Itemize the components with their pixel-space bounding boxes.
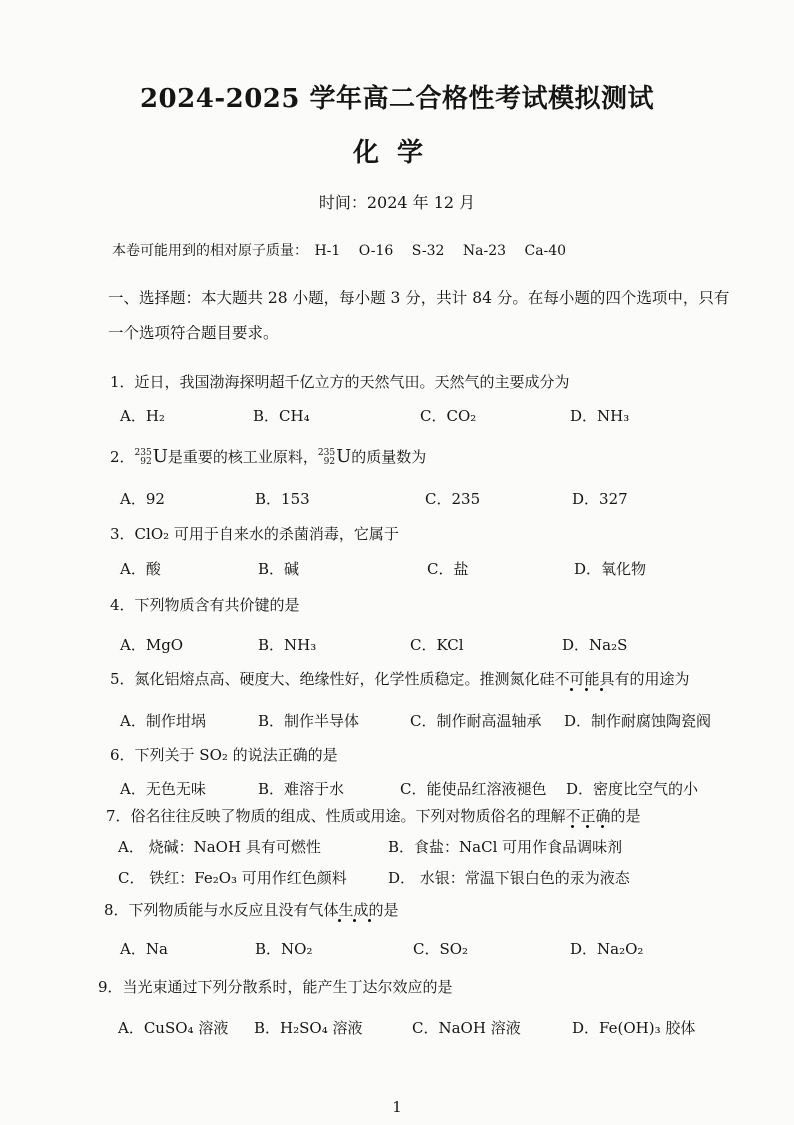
question-6-option-b: B．难溶于水 — [258, 780, 345, 798]
section-instruction-line2: 一个选项符合题目要求。 — [108, 324, 279, 342]
atomic-mass-item: S-32 — [411, 243, 445, 259]
emphasis-dot — [586, 825, 589, 828]
atomic-masses-label: 本卷可能用到的相对原子质量： — [112, 243, 308, 259]
atomic-mass-item: H-1 — [314, 243, 341, 259]
question-3-option-a: A．酸 — [120, 560, 161, 578]
question-9-stem: 9．当光束通过下列分散系时，能产生丁达尔效应的是 — [98, 978, 453, 996]
question-3-option-b: B．碱 — [258, 560, 300, 578]
emphasis-dot — [600, 688, 603, 691]
question-3-option-d: D．氧化物 — [574, 560, 647, 578]
question-6-option-a: A．无色无味 — [120, 780, 206, 798]
question-3-stem: 3．ClO₂ 可用于自来水的杀菌消毒，它属于 — [110, 525, 399, 543]
question-9-option-a: A．CuSO₄ 溶液 — [118, 1019, 229, 1037]
nuclide-symbol: U — [152, 446, 168, 467]
question-8-option-b: B．NO₂ — [255, 940, 313, 958]
question-4-option-d: D．Na₂S — [562, 636, 628, 654]
atomic-mass-item: Ca-40 — [524, 243, 567, 259]
exam-time: 时间：2024 年 12 月 — [318, 193, 476, 212]
mass-number: 235 — [317, 448, 336, 458]
question-8-stem: 8．下列物质能与水反应且没有气体生成的是 — [104, 901, 399, 919]
question-7-option-d: D． 水银：常温下银白色的汞为液态 — [388, 869, 630, 887]
question-4-stem: 4．下列物质含有共价键的是 — [110, 596, 300, 614]
question-2-stem — [110, 446, 426, 467]
question-2-number: 2． — [110, 448, 135, 466]
question-9-option-d: D．Fe(OH)₃ 胶体 — [572, 1019, 696, 1037]
emphasis-dot — [570, 688, 573, 691]
atomic-mass-item: O-16 — [358, 243, 394, 259]
question-4-option-a: A．MgO — [120, 636, 184, 654]
section-instruction-line1: 一、选择题：本大题共 28 小题，每小题 3 分，共计 84 分。在每小题的四个选项中，只有 — [108, 289, 730, 307]
question-8-option-a: A．Na — [120, 940, 168, 958]
subject-title: 化学 — [352, 138, 441, 168]
question-1-option-b: B．CH₄ — [253, 407, 310, 425]
question-9-option-c: C．NaOH 溶液 — [412, 1019, 521, 1037]
atomic-mass-item: Na-23 — [462, 243, 507, 259]
question-1-option-d: D．NH₃ — [570, 407, 630, 425]
question-2-option-b: B．153 — [255, 490, 310, 508]
question-5-option-d: D．制作耐腐蚀陶瓷阀 — [564, 712, 712, 730]
question-9-option-b: B．H₂SO₄ 溶液 — [254, 1019, 363, 1037]
question-5-option-b: B．制作半导体 — [258, 712, 360, 730]
emphasis-dot — [353, 919, 356, 922]
mass-number: 235 — [134, 448, 152, 458]
question-2-option-a: A．92 — [120, 490, 165, 508]
question-6-stem: 6．下列关于 SO₂ 的说法正确的是 — [110, 746, 338, 764]
atomic-masses — [112, 240, 580, 260]
question-7-option-a: A． 烧碱：NaOH 具有可燃性 — [118, 838, 321, 856]
question-5-option-c: C．制作耐高温轴承 — [410, 712, 542, 730]
emphasis-dot — [601, 825, 604, 828]
nuclide-numbers — [318, 449, 335, 467]
question-8-option-d: D．Na₂O₂ — [570, 940, 644, 958]
nuclide-symbol: U — [336, 446, 352, 467]
question-3-option-c: C．盐 — [427, 560, 469, 578]
question-8-option-c: C．SO₂ — [413, 940, 469, 958]
atomic-number: 92 — [323, 457, 336, 467]
question-2-option-c: C．235 — [425, 490, 481, 508]
atomic-number: 92 — [140, 457, 152, 467]
question-2-stem-end: 的质量数为 — [351, 448, 427, 466]
question-4-option-c: C．KCl — [410, 636, 464, 654]
question-7-option-b: B．食盐：NaCl 可用作食品调味剂 — [388, 838, 623, 856]
emphasis-dot — [571, 825, 574, 828]
emphasis-dot — [368, 919, 371, 922]
question-4-option-b: B．NH₃ — [258, 636, 317, 654]
question-6-option-d: D．密度比空气的小 — [566, 780, 699, 798]
question-1-stem: 1．近日，我国渤海探明超千亿立方的天然气田。天然气的主要成分为 — [110, 373, 570, 391]
question-1-option-a: A．H₂ — [120, 407, 165, 425]
question-7-stem: 7．俗名往往反映了物质的组成、性质或用途。下列对物质俗名的理解不正确的是 — [106, 807, 641, 825]
question-7-option-c: C． 铁红：Fe₂O₃ 可用作红色颜料 — [118, 869, 347, 887]
question-2-stem-mid: 是重要的核工业原料， — [167, 448, 318, 466]
question-2-option-d: D．327 — [572, 490, 628, 508]
question-6-option-c: C．能使品红溶液褪色 — [400, 780, 547, 798]
exam-title: 2024-2025 学年高二合格性考试模拟测试 — [139, 84, 655, 114]
emphasis-dot — [338, 919, 341, 922]
question-5-option-a: A．制作坩埚 — [120, 712, 206, 730]
nuclide-numbers — [135, 449, 152, 467]
page-number: 1 — [392, 1098, 402, 1116]
question-5-stem: 5．氮化铝熔点高、硬度大、绝缘性好，化学性质稳定。推测氮化硅不可能具有的用途为 — [110, 670, 690, 688]
emphasis-dot — [585, 688, 588, 691]
question-1-option-c: C．CO₂ — [420, 407, 477, 425]
